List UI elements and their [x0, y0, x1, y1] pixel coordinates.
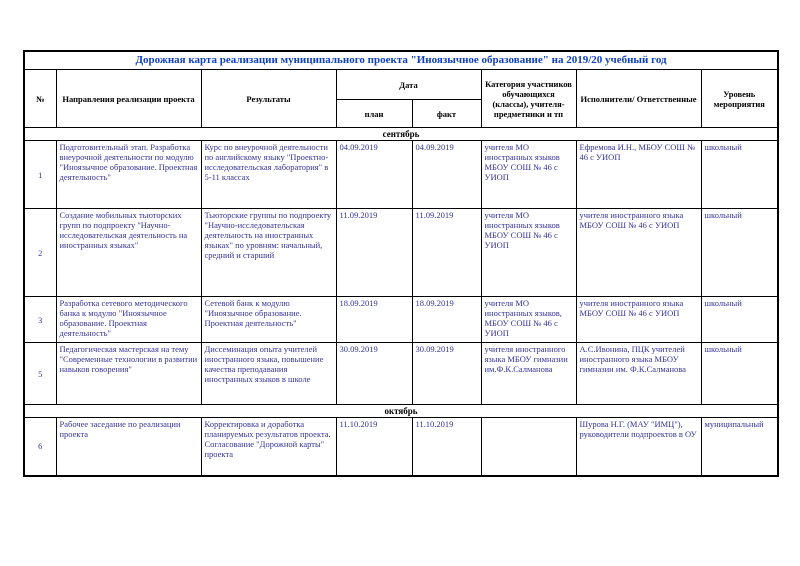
col-header-results: Результаты [201, 70, 336, 128]
col-header-category: Категория участников обучающихся (классы), учителя-предметники и тп [481, 70, 576, 128]
cell-plan-date: 04.09.2019 [336, 141, 412, 209]
cell-category: учителя МО иностранных языков МБОУ СОШ № 46 с УИОП [481, 141, 576, 209]
table-row [24, 297, 778, 343]
table-row [24, 209, 778, 297]
cell-executors: Ефремова И.Н., МБОУ СОШ № 46 с УИОП [576, 141, 701, 209]
col-header-date: Дата [336, 70, 481, 100]
section-month-row [24, 405, 778, 418]
cell-num: 1 [24, 141, 56, 209]
cell-fact-date: 18.09.2019 [412, 297, 481, 343]
cell-plan-date: 18.09.2019 [336, 297, 412, 343]
cell-category: учителя иностранного языка МБОУ гимназии им.Ф.К.Салманова [481, 343, 576, 405]
cell-fact-date: 11.10.2019 [412, 418, 481, 476]
cell-directions: Разработка сетевого методического банка к модулю "Иноязычное образование. Проектная деятельность" [56, 297, 201, 343]
table-row [24, 343, 778, 405]
col-header-executors: Исполнители/ Ответственные [576, 70, 701, 128]
cell-fact-date: 11.09.2019 [412, 209, 481, 297]
cell-directions: Создание мобильных тьюторских групп по подпроекту "Научно-исследовательская деятельность на иностранных языках" [56, 209, 201, 297]
cell-directions: Педагогическая мастерская на тему "Современные технологии в развитии навыков говорения" [56, 343, 201, 405]
cell-results: Курс по внеурочной деятельности по английскому языку "Проектно-исследовательская лаборатория" в 5-11 классах [201, 141, 336, 209]
table-row [24, 418, 778, 476]
cell-results: Диссеминация опыта учителей иностранного языка, повышение качества преподавания иностранных языков в школе [201, 343, 336, 405]
cell-plan-date: 11.10.2019 [336, 418, 412, 476]
section-month-label: октябрь [24, 405, 778, 418]
col-header-fact: факт [412, 100, 481, 128]
cell-num: 2 [24, 209, 56, 297]
cell-executors: учителя иностранного языка МБОУ СОШ № 46 с УИОП [576, 209, 701, 297]
cell-executors: Шурова Н.Г. (МАУ "ИМЦ"), руководители подпроектов в ОУ [576, 418, 701, 476]
cell-fact-date: 04.09.2019 [412, 141, 481, 209]
title-row [24, 51, 778, 70]
section-month-row [24, 128, 778, 141]
cell-level: школьный [701, 141, 778, 209]
roadmap-table [23, 50, 779, 477]
cell-level: муниципальный [701, 418, 778, 476]
cell-plan-date: 11.09.2019 [336, 209, 412, 297]
cell-level: школьный [701, 297, 778, 343]
page-title: Дорожная карта реализации муниципального проекта "Иноязычное образование" на 2019/20 учебный год [24, 51, 778, 70]
cell-results: Сетевой банк к модулю "Иноязычное образование. Проектная деятельность" [201, 297, 336, 343]
cell-results: Тьюторские группы по подпроекту "Научно-исследовательская деятельность на иностранных языках" по уровням: начальный, средний и старший [201, 209, 336, 297]
cell-fact-date: 30.09.2019 [412, 343, 481, 405]
cell-directions: Рабочее заседание по реализации проекта [56, 418, 201, 476]
cell-category [481, 418, 576, 476]
col-header-level: Уровень мероприятия [701, 70, 778, 128]
cell-num: 6 [24, 418, 56, 476]
col-header-directions: Направления реализации проекта [56, 70, 201, 128]
cell-executors: А.С.Ивонина, ПЦК учителей иностранного языка МБОУ гимназии им. Ф.К.Салманова [576, 343, 701, 405]
table-row [24, 141, 778, 209]
cell-category: учителя МО иностранных языков МБОУ СОШ № 46 с УИОП [481, 209, 576, 297]
cell-directions: Подготовительный этап. Разработка внеурочной деятельности по модулю "Иноязычное образование. Проектная деятельность" [56, 141, 201, 209]
cell-plan-date: 30.09.2019 [336, 343, 412, 405]
cell-level: школьный [701, 343, 778, 405]
section-month-label: сентябрь [24, 128, 778, 141]
col-header-plan: план [336, 100, 412, 128]
col-header-num: № [24, 70, 56, 128]
cell-num: 3 [24, 297, 56, 343]
header-row-1 [24, 70, 778, 100]
cell-num: 5 [24, 343, 56, 405]
cell-results: Корректировка и доработка планируемых результатов проекта. Согласование "Дорожной карты" проекта [201, 418, 336, 476]
cell-executors: учителя иностранного языка МБОУ СОШ № 46 с УИОП [576, 297, 701, 343]
cell-level: школьный [701, 209, 778, 297]
cell-category: учителя МО иностранных языков, МБОУ СОШ № 46 с УИОП [481, 297, 576, 343]
